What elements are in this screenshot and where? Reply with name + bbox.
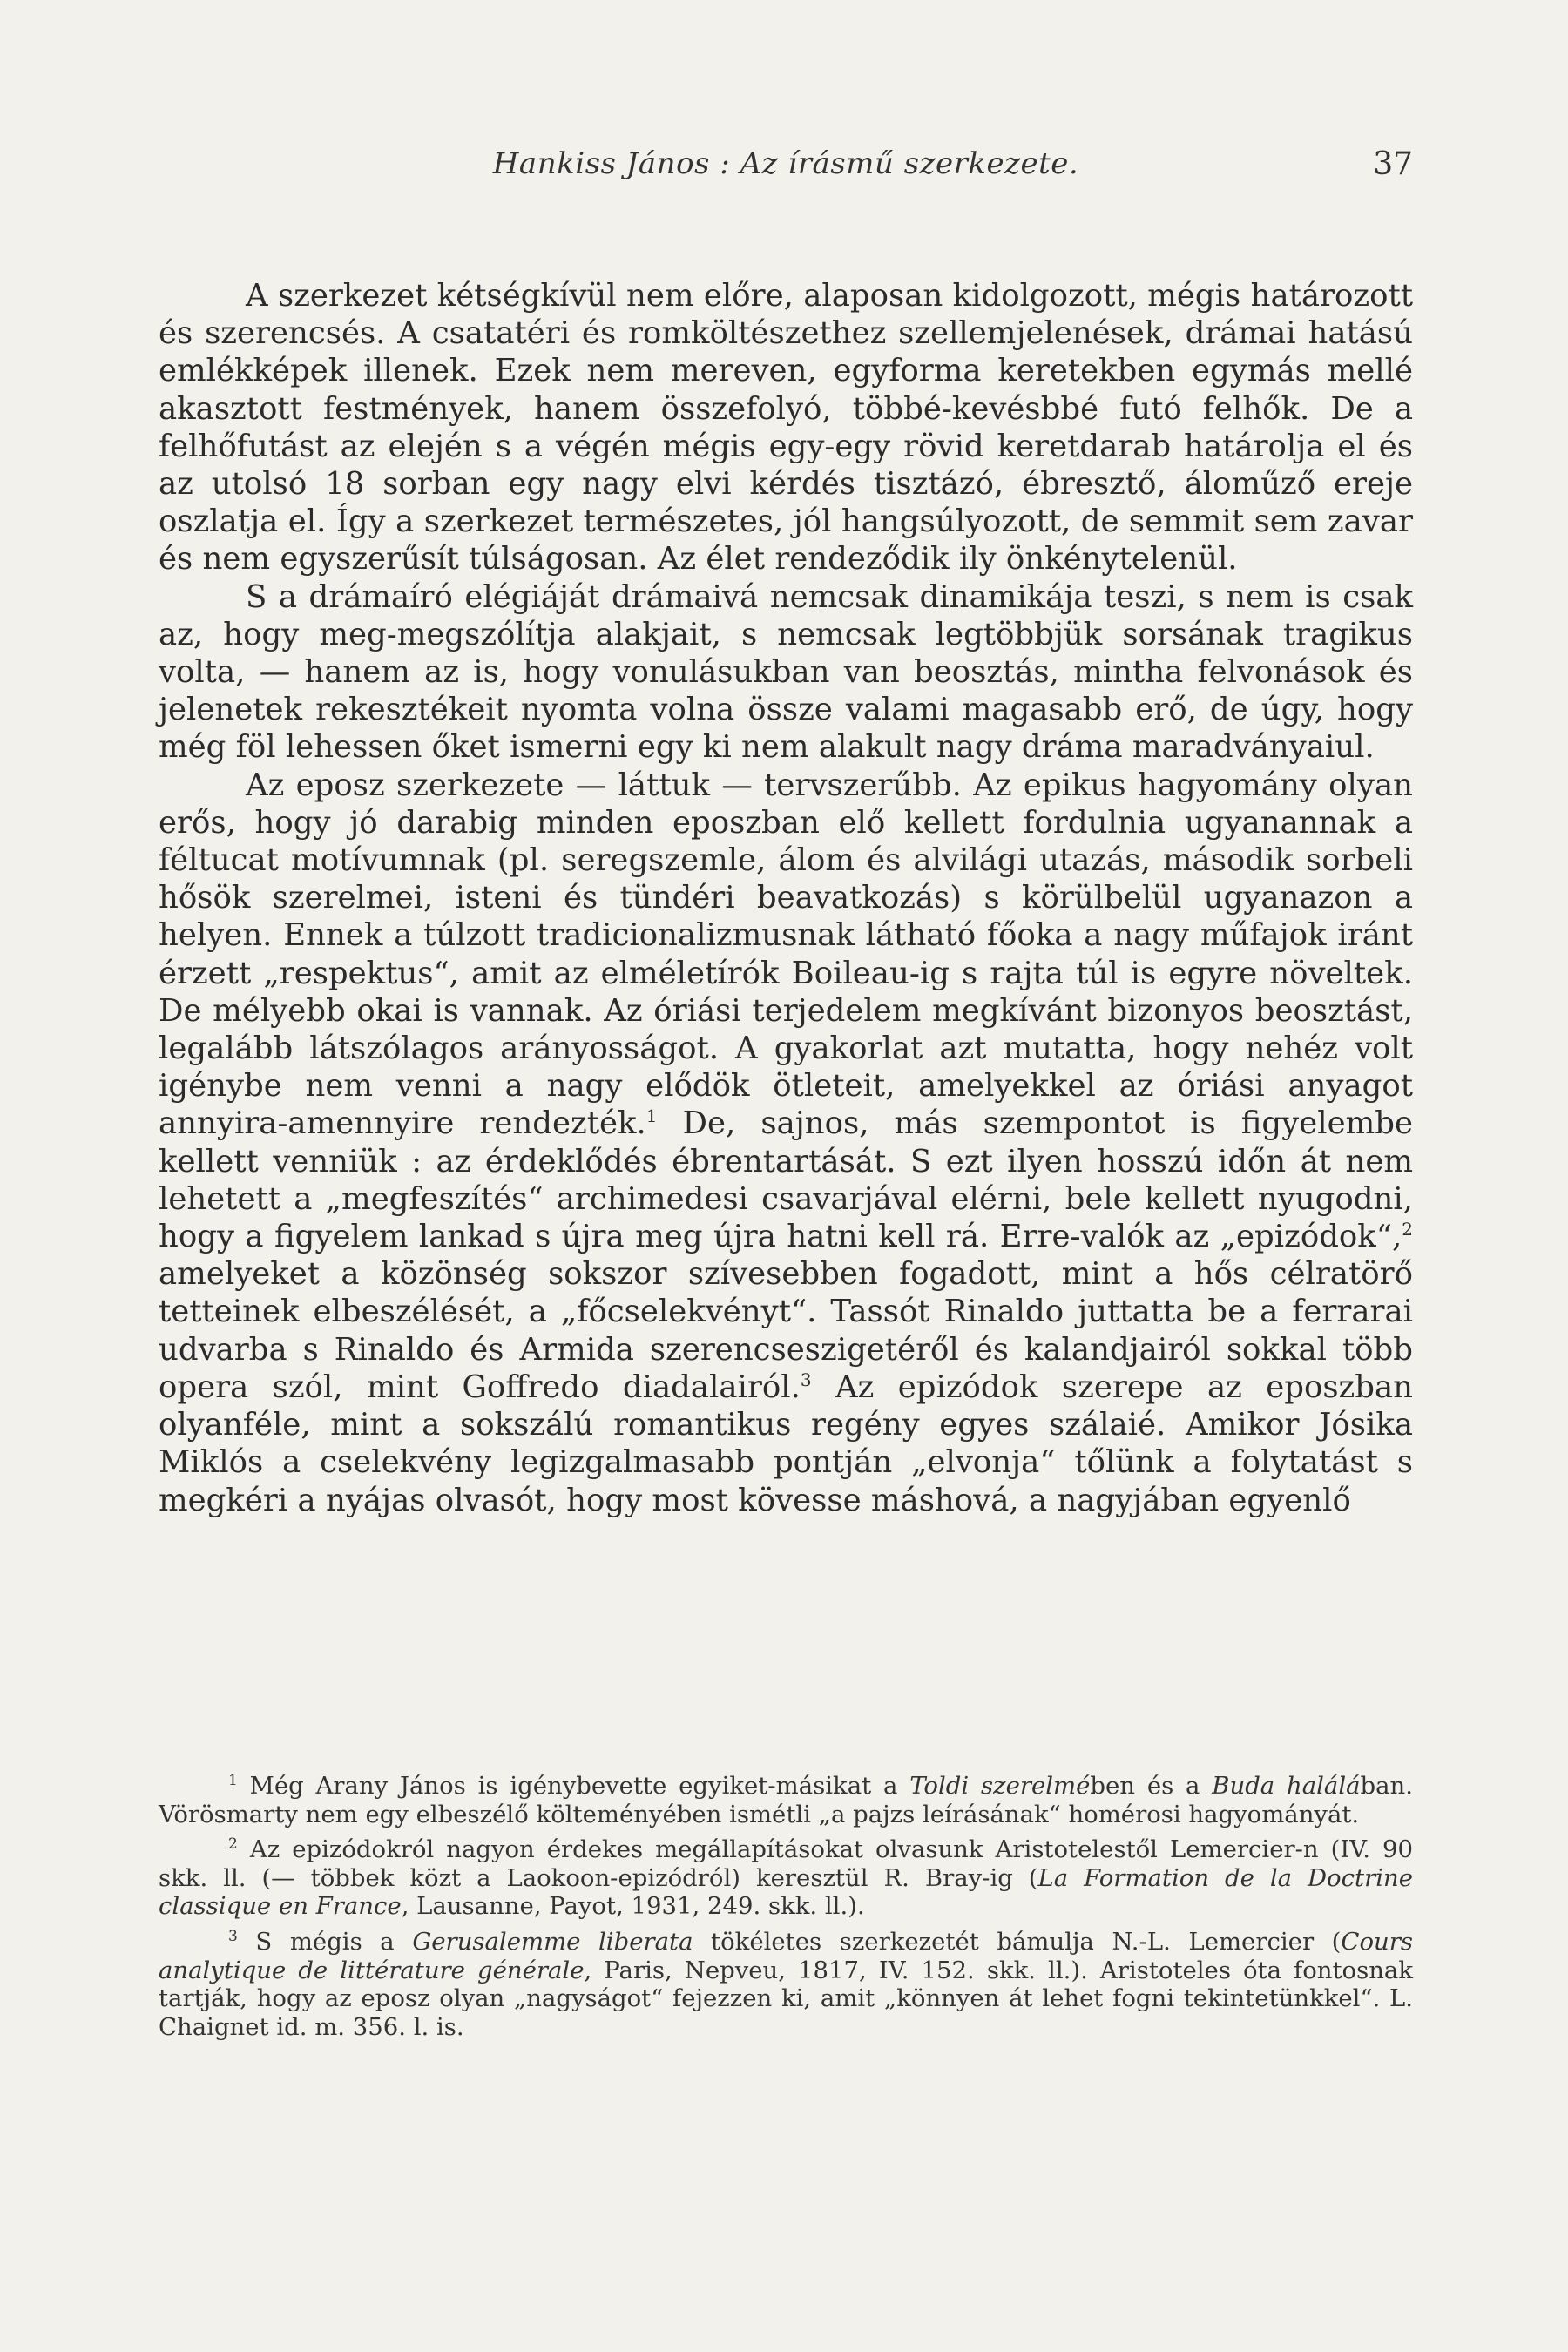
footnote-3 [159,1928,1413,2041]
footnote-3-text-c: , Paris, Nepveu, 1817, IV. 152. skk. ll.). Aristoteles óta fontosnak tartják, hogy az eposz olyan „nagyságot“ fejezzen ki, amit „könnyen át lehet fogni tekintetünkkel“. L. Chaignet id. m. 356. l. is. [159,1956,1413,2041]
paragraph-2: S a drámaíró elégiáját drámaivá nemcsak dinamikája teszi, s nem is csak az, hogy meg-megszólítja alakjait, s nemcsak legtöbbjük sorsának tragikus volta, — hanem az is, hogy vonulásukban van beosztás, mintha felvonások és jelenetek rekesztékeit nyomta volna össze valami magasabb erő, de úgy, hogy még föl lehessen őket ismerni egy ki nem alakult nagy dráma maradványaiul. [159,578,1413,766]
paragraph-3 [159,767,1413,1519]
footnote-3-mark: 3 [228,1927,238,1945]
footnote-1-text-c: ban. Vörösmarty nem egy elbeszélő költeményében ismétli „a pajzs leírásának“ homérosi hagyományát. [159,1772,1413,1828]
paragraph-3-part-c: amelyeket a közönség sokszor szívesebben fogadott, mint a hős célratörő tetteinek elbeszélését, a „főcselekvényt“. Tassót Rinaldo juttatta be a ferrarai udvarba s Rinaldo és Armida szerencseszigetéről és kalandjairól sokkal több opera szól, mint Goffredo diadalairól. [159,1256,1413,1405]
footnote-1-mark: 1 [228,1771,238,1789]
paragraph-3-part-d: Az epizódok szerepe az eposzban olyanféle, mint a sokszálú romantikus regény egyes szálaié. Amikor Jósika Miklós a cselekvény legizgalmasabb pontján „elvonja“ tőlünk a folytatást s megkéri a nyájas olvasót, hogy most kövesse máshová, a nagyjában egyenlő [159,1369,1413,1518]
footnote-ref-2: 2 [1402,1219,1413,1240]
footnote-1-italic-1: Toldi szerelmé [909,1772,1091,1800]
footnote-1-italic-2: Buda halálá [1212,1772,1361,1800]
paragraph-1: A szerkezet kétségkívül nem előre, alaposan kidolgozott, mégis határozott és szerencsés. A csatatéri és romköltészethez szellemjelenések, drámai hatású emlékképek illenek. Ezek nem mereven, egyforma keretekben egymás mellé akasztott festmények, hanem összefolyó, többé-kevésbbé futó felhők. De a felhőfutást az elején s a végén mégis egy-egy rövid keretdarab határolja el és az utolsó 18 sorban egy nagy elvi kérdés tisztázó, ébresztő, áloműző ereje oszlatja el. Így a szerkezet természetes, jól hangsúlyozott, de semmit sem zavar és nem egyszerűsít túlságosan. Az élet rendeződik ily önkénytelenül. [159,278,1413,578]
footnote-3-italic-2: Cours analytique de littérature générale [159,1927,1413,1984]
footnote-1-text-b: ben és a [1090,1772,1213,1800]
running-head [159,146,1413,199]
footnote-3-text-b: tökéletes szerkezetét bámulja N.-L. Lemercier ( [693,1927,1342,1956]
paragraph-3-part-a: Az eposz szerkezete — láttuk — tervszerűbb. Az epikus hagyomány olyan erős, hogy jó darabig minden eposzban elő kellett fordulnia ugyanannak a féltucat motívumnak (pl. seregszemle, álom és alvilági utazás, második sorbeli hősök szerelmei, isteni és tündéri beavatkozás) s körülbelül ugyanazon a helyen. Ennek a túlzott tradicionalizmusnak látható főoka a nagy műfajok iránt érzett „respektus“, amit az elméletírók Boileau-ig s rajta túl is egyre növeltek. De mélyebb okai is vannak. Az óriási terjedelem megkívánt bizonyos beosztást, legalább látszólagos arányosságot. A gyakorlat azt mutatta, hogy nehéz volt igénybe nem venni a nagy elődök ötleteit, amelyekkel az óriási anyagot annyira-amennyire rendezték. [159,767,1413,1142]
footnotes [159,1772,1413,2041]
footnote-2-italic-1: La Formation de la Doctrine classique en France [159,1863,1413,1921]
footnote-ref-3: 3 [800,1369,812,1391]
footnote-1 [159,1772,1413,1828]
footnote-3-text-a: S mégis a [255,1927,413,1956]
footnote-3-italic-1: Gerusalemme liberata [412,1927,693,1956]
footnote-2-text-b: , Lausanne, Payot, 1931, 249. skk. ll.). [401,1892,865,1921]
page-number: 37 [1373,146,1413,182]
body-text [159,277,1413,1519]
footnote-1-text-a: Még Arany János is igénybevette egyiket-másikat a [249,1772,910,1800]
running-title: Hankiss János : Az írásmű szerkezete. [492,146,1079,181]
footnote-2 [159,1835,1413,1921]
paragraph-3-part-b: De, sajnos, más szempontot is figyelembe kellett venniük : az érdeklődés ébrentartását. S ezt ilyen hosszú időn át nem lehetett a „megfeszítés“ archimedesi csavarjával elérni, bele kellett nyugodni, hogy a figyelem lankad s újra meg újra hatni kell rá. Erre-valók az „epizódok“, [159,1105,1413,1255]
footnote-ref-1: 1 [645,1105,658,1127]
footnote-2-mark: 2 [228,1835,238,1854]
footnote-2-text-a: Az epizódokról nagyon érdekes megállapításokat olvasunk Aristotelestől Lemercier-n (IV. 90 skk. ll. (— többek közt a Laokoon-epizódról) keresztül R. Bray-ig ( [159,1835,1414,1892]
